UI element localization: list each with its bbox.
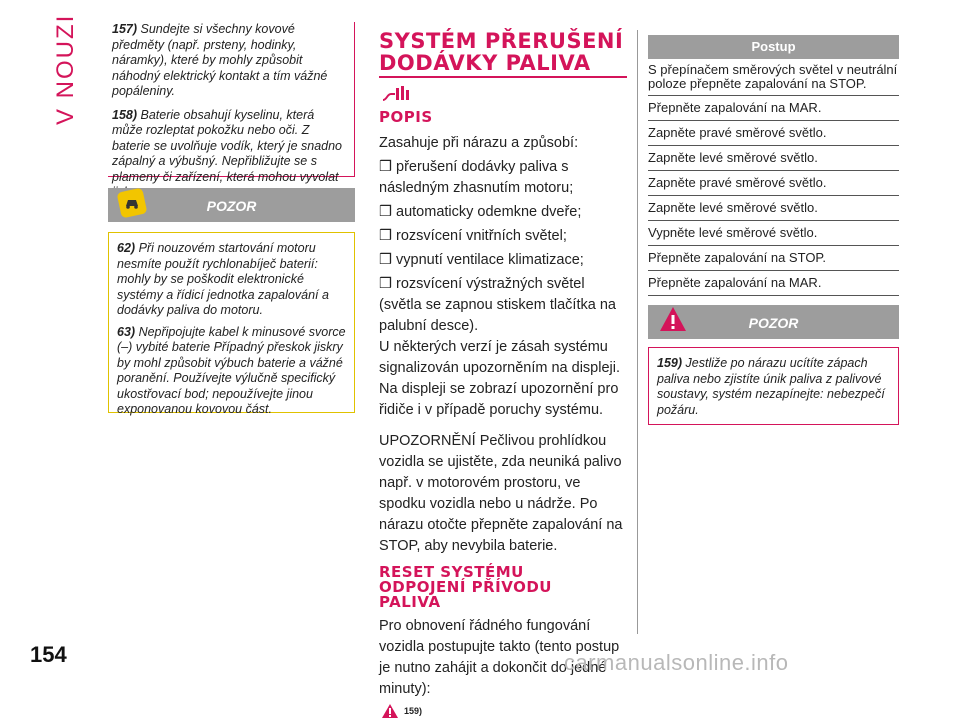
warning-notes-box [108, 22, 355, 184]
paragraph-display-info: U některých verzí je zásah systému signalizován upozorněním na displeji. Na displeji se zobrazí upozornění pro řidiče i v případě poruchy systému. [379, 339, 621, 418]
section-title-line1: SYSTÉM PŘERUŠENÍ [379, 29, 624, 53]
note-text: Při nouzovém startování motoru nesmíte použít rychlonabíječ baterií: mohly by se poškodit elektronické systémy a řídicí jednotka zapalování a dodávky paliva do motoru. [117, 241, 329, 317]
main-article [379, 30, 629, 720]
bullet-item: ❒ rozsvícení vnitřních světel; [379, 228, 567, 244]
note-number: 159) [657, 356, 683, 370]
table-row: Zapněte levé směrové světlo. [648, 146, 899, 171]
note-text: Sundejte si všechny kovové předměty (např. prsteny, hodinky, náramky), které by mohly způsobit náhodný elektrický kontakt a tím vážné popáleniny. [112, 22, 328, 98]
page-number: 154 [30, 642, 67, 667]
caution-notes-box [108, 232, 355, 416]
caution-header [108, 188, 355, 222]
procedure-table [648, 35, 899, 296]
fuel-cutoff-icon [381, 84, 413, 104]
note-number: 157) [112, 22, 138, 36]
note-text: Baterie obsahují kyselinu, která může rozleptat pokožku nebo oči. Z baterie se uvolňuje vodík, který je snadno zápalný a výbušný. Nepřibližujte se s plameny či zařízení, která mohou vyvolat [112, 107, 342, 184]
column-divider [637, 30, 638, 634]
danger-notes-box [648, 347, 899, 425]
table-row: Zapněte levé směrové světlo. [648, 196, 899, 221]
table-row: Přepněte zapalování na MAR. [648, 96, 899, 121]
reference-number: 159) [404, 706, 423, 716]
table-row: Přepněte zapalování na STOP. [648, 246, 899, 271]
note-number: 158) [112, 107, 138, 122]
danger-reference [379, 702, 629, 720]
section-title-line2: DODÁVKY PALIVA [379, 51, 591, 75]
watermark: carmanualsonline.info [564, 650, 789, 675]
subheading-reset-line3: PALIVA [379, 593, 441, 611]
note-157 [112, 22, 348, 100]
section-tab [52, 13, 79, 125]
table-row: Přepněte zapalování na MAR. [648, 271, 899, 296]
bullet-item: ❒ automaticky odemkne dveře; [379, 204, 582, 220]
danger-header [648, 305, 899, 339]
subheading-popis: POPIS [379, 108, 433, 126]
bullet-item: ❒ rozsvícení výstražných světel (světla se zapnou stiskem tlačítka na palubní desce). [379, 276, 616, 334]
note-number: 63) [117, 324, 136, 339]
paragraph-warning: UPOZORNĚNÍ Pečlivou prohlídkou vozidla se ujistěte, zda neuniká palivo např. v motorovém prostoru, ve spodku vozidla nebo u nádrže. Po nárazu otočte přepněte zapalování na STOP, aby nevybila baterie. [379, 433, 623, 554]
table-row: Zapněte pravé směrové světlo. [648, 171, 899, 196]
table-header: Postup [648, 35, 899, 59]
table-row: Zapněte pravé směrové světlo. [648, 121, 899, 146]
subheading-reset-line1: RESET SYSTÉMU [379, 563, 524, 581]
bullet-item: ❒ vypnutí ventilace klimatizace; [379, 252, 584, 268]
title-divider [379, 76, 627, 78]
table-row: S přepínačem směrových světel v neutrální poloze přepněte zapalování na STOP. [648, 59, 899, 96]
note-text: Jestliže po nárazu ucítíte zápach paliva nebo zjistíte únik paliva z palivové soustavy, systém nezapínejte: nebezpečí požáru. [657, 356, 885, 417]
note-159 [657, 356, 892, 418]
danger-title: POZOR [748, 315, 799, 331]
note-number: 62) [117, 241, 136, 255]
subheading-reset-line2: ODPOJENÍ PŘÍVODU [379, 578, 552, 596]
bullet-item: ❒ přerušení dodávky paliva s následným zhasnutím motoru; [379, 159, 574, 196]
paragraph-reset: Pro obnovení řádného fungování vozidla postupujte takto (tento postup je nutno zahájit a dokončit do jedné minuty): [379, 618, 620, 697]
intro-text: Zasahuje při nárazu a způsobí: [379, 135, 579, 151]
note-63 [117, 325, 348, 418]
danger-hand-icon [379, 702, 401, 720]
caution-title: POZOR [206, 198, 257, 214]
section-label: V NOUZI [52, 13, 79, 125]
note-62 [117, 241, 348, 319]
note-text: Nepřipojujte kabel k minusové svorce (–) vybité baterie Případný přeskok jiskry by mohl způsobit výbuch baterie a vážné poranění. Používejte výlučně specifický ukostřovací bod; nepoužívejte jinou exponovanou kovovou část. [117, 324, 346, 416]
table-row: Vypněte levé směrové světlo. [648, 221, 899, 246]
